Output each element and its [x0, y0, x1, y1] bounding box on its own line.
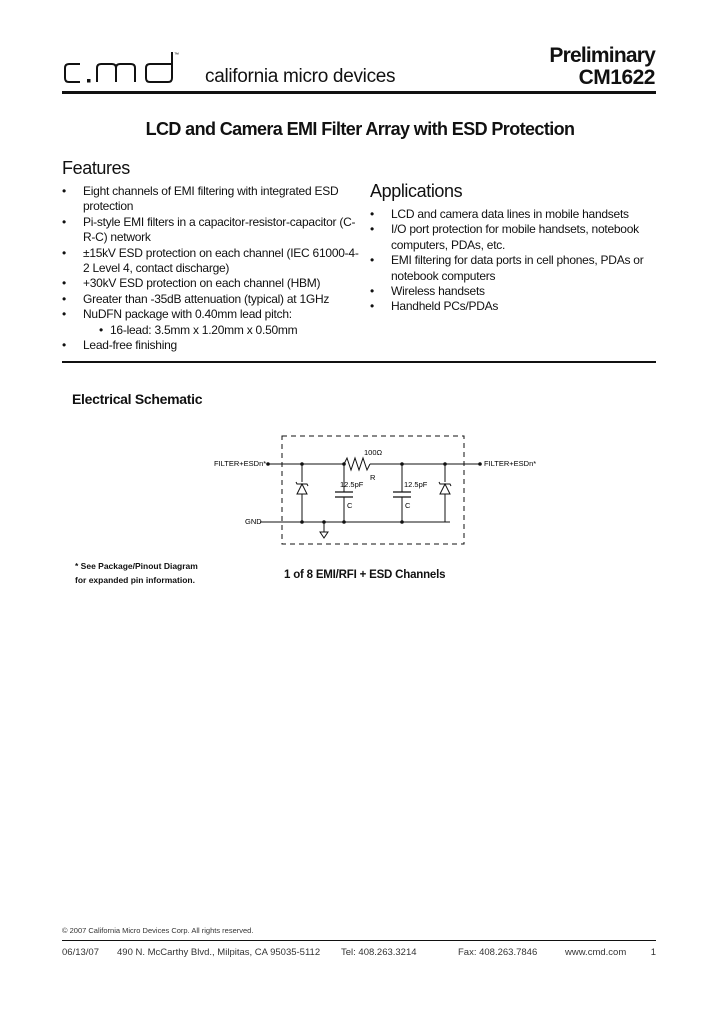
sub-list-item: • 16-lead: 3.5mm x 1.20mm x 0.50mm: [83, 323, 362, 338]
pin-label-left: FILTER+ESDn*: [214, 459, 267, 468]
cap-right-value: 12.5pF: [404, 480, 428, 489]
resistor-value: 100Ω: [364, 448, 383, 457]
date-code: 06/13/07: [62, 947, 99, 958]
pinout-note: [75, 559, 198, 587]
list-item: • LCD and camera data lines in mobile handsets: [370, 207, 660, 222]
list-item: • I/O port protection for mobile handsets, notebook computers, PDAs, etc.: [370, 222, 660, 253]
resistor-symbol: [344, 458, 370, 470]
cap-left-label: C: [347, 501, 353, 510]
note-line: * See Package/Pinout Diagram: [75, 561, 198, 571]
footer-divider: [62, 940, 656, 941]
document-status: Preliminary: [549, 44, 655, 67]
part-number: CM1622: [578, 66, 655, 89]
applications-list: [370, 207, 660, 315]
capacitor-left: [335, 464, 353, 522]
schematic-heading: Electrical Schematic: [72, 391, 203, 407]
list-item: • Pi-style EMI filters in a capacitor-resistor-capacitor (C-R-C) network: [62, 215, 362, 246]
note-line: for expanded pin information.: [75, 575, 195, 585]
address: 490 N. McCarthy Blvd., Milpitas, CA 95035-5112: [117, 947, 321, 958]
company-logo: [62, 48, 192, 88]
list-item: • EMI filtering for data ports in cell phones, PDAs or notebook computers: [370, 253, 660, 284]
electrical-schematic: [200, 430, 560, 550]
document-title: LCD and Camera EMI Filter Array with ESD Protection: [145, 119, 575, 139]
list-item: • Lead-free finishing: [62, 338, 362, 353]
telephone: Tel: 408.263.3214: [341, 947, 417, 958]
svg-text:™: ™: [174, 52, 179, 58]
features-heading: Features: [62, 158, 130, 178]
fax: Fax: 408.263.7846: [458, 947, 538, 958]
pin-label-right: FILTER+ESDn*: [484, 459, 537, 468]
footer: [62, 947, 656, 961]
list-item: • Eight channels of EMI filtering with integrated ESD protection: [62, 184, 362, 215]
list-item: • Handheld PCs/PDAs: [370, 299, 660, 314]
header-divider: [62, 91, 656, 94]
features-list: [62, 184, 362, 353]
list-item-text: NuDFN package with 0.40mm lead pitch:: [83, 307, 292, 322]
tvs-diode-right: [439, 464, 451, 522]
list-item: • Wireless handsets: [370, 284, 660, 299]
sub-list: [83, 323, 362, 338]
page-number: 1: [650, 947, 656, 958]
ground-symbol: [320, 522, 328, 538]
section-divider: [62, 361, 656, 363]
schematic-caption: 1 of 8 EMI/RFI + ESD Channels: [284, 569, 446, 581]
website-link[interactable]: www.cmd.com: [565, 947, 627, 958]
capacitor-right: [393, 464, 411, 522]
tvs-diode-left: [296, 464, 308, 522]
company-name: california micro devices: [205, 66, 396, 87]
applications-heading: Applications: [370, 181, 463, 201]
pin-label-gnd: GND: [245, 517, 262, 526]
cap-right-label: C: [405, 501, 411, 510]
copyright: © 2007 California Micro Devices Corp. All rights reserved.: [62, 926, 254, 935]
resistor-label: R: [370, 473, 376, 482]
cap-left-value: 12.5pF: [340, 480, 364, 489]
list-item: [62, 307, 362, 338]
list-item: • ±15kV ESD protection on each channel (IEC 61000-4-2 Level 4, contact discharge): [62, 246, 362, 277]
list-item: • Greater than -35dB attenuation (typical) at 1GHz: [62, 292, 362, 307]
list-item: • +30kV ESD protection on each channel (HBM): [62, 276, 362, 291]
